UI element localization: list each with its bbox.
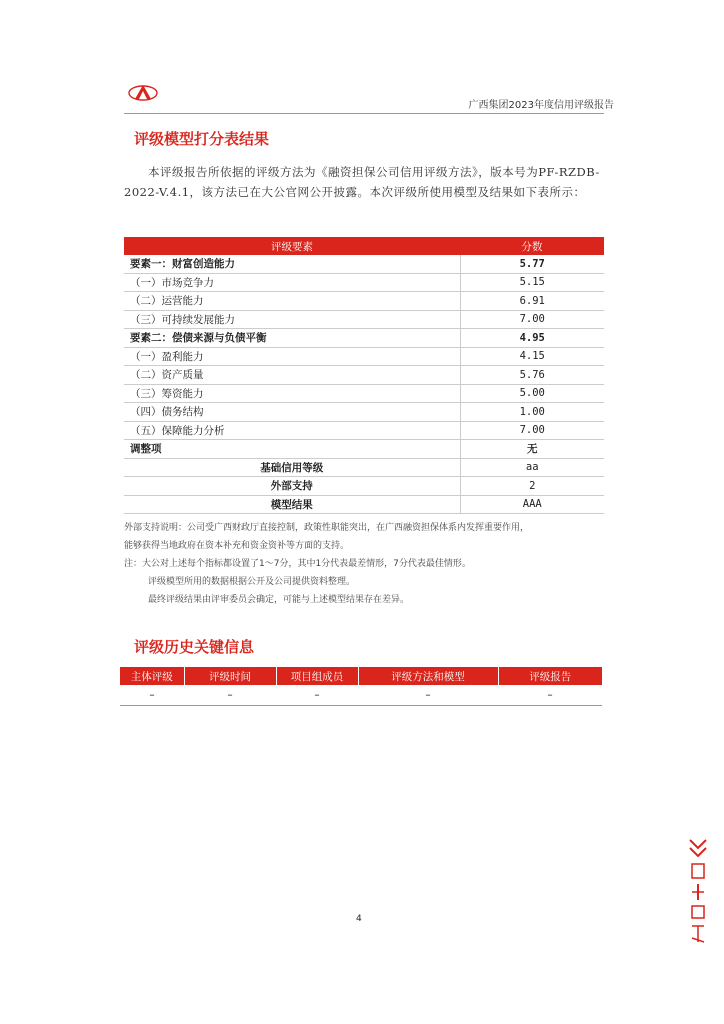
row-score: 4.95 <box>460 329 604 348</box>
table-row <box>124 384 604 403</box>
row-name: （二）运营能力 <box>124 292 460 311</box>
report-header-title: 广西集团2023年度信用评级报告 <box>468 100 614 111</box>
row-score: 5.76 <box>460 366 604 385</box>
row-score: 5.00 <box>460 384 604 403</box>
row-score: 7.00 <box>460 310 604 329</box>
row-name: （二）资产质量 <box>124 366 460 385</box>
header-entity-rating: 主体评级 <box>120 667 184 685</box>
section-title-history: 评级历史关键信息 <box>134 638 255 656</box>
table-row <box>120 685 602 706</box>
row-score: 7.00 <box>460 421 604 440</box>
table-notes <box>124 519 614 609</box>
cell-method-model: – <box>358 685 498 706</box>
table-row <box>124 495 604 514</box>
page-number: 4 <box>356 914 362 924</box>
header-method-model: 评级方法和模型 <box>358 667 498 685</box>
table-row <box>124 273 604 292</box>
row-name: （三）筹资能力 <box>124 384 460 403</box>
row-score: 6.91 <box>460 292 604 311</box>
table-row <box>124 255 604 273</box>
row-name: （一）市场竞争力 <box>124 273 460 292</box>
external-support-note: 外部支持说明：公司受广西财政厅直接控制，政策性职能突出，在广西融资担保体系内发挥重要作用， <box>124 523 530 533</box>
row-name: 外部支持 <box>124 477 460 496</box>
row-name: （五）保障能力分析 <box>124 421 460 440</box>
table-row <box>124 421 604 440</box>
row-score: 1.00 <box>460 403 604 422</box>
header-score: 分数 <box>460 237 604 255</box>
table-row <box>124 440 604 459</box>
row-name: 模型结果 <box>124 495 460 514</box>
row-name: 要素二：偿债来源与负债平衡 <box>124 329 460 348</box>
table-row <box>124 477 604 496</box>
intro-paragraph: 本评级报告所依据的评级方法为《融资担保公司信用评级方法》，版本号为PF-RZDB-2022-V.4.1，该方法已在大公官网公开披露。本次评级所使用模型及结果如下表所示： <box>124 165 600 199</box>
row-score: aa <box>460 458 604 477</box>
cell-rating-report: – <box>498 685 602 706</box>
table-row <box>124 292 604 311</box>
row-score: 2 <box>460 477 604 496</box>
committee-note: 最终评级结果由评审委员会确定，可能与上述模型结果存在差异。 <box>148 595 410 605</box>
cell-team-members: – <box>276 685 358 706</box>
cell-entity-rating: – <box>120 685 184 706</box>
row-score: 无 <box>460 440 604 459</box>
row-score: 5.77 <box>460 255 604 273</box>
section-title-scoring: 评级模型打分表结果 <box>134 130 270 148</box>
header-rating-report: 评级报告 <box>498 667 602 685</box>
history-table-header <box>120 667 602 685</box>
table-row <box>124 458 604 477</box>
row-name: （一）盈利能力 <box>124 347 460 366</box>
scoring-table <box>124 237 604 514</box>
table-row <box>124 329 604 348</box>
row-name: 要素一：财富创造能力 <box>124 255 460 273</box>
header-rating-date: 评级时间 <box>184 667 276 685</box>
company-logo-icon <box>128 82 158 102</box>
seal-stamp-icon <box>686 838 710 948</box>
header-divider <box>124 113 604 114</box>
header-team-members: 项目组成员 <box>276 667 358 685</box>
table-row <box>124 366 604 385</box>
scoring-table-header <box>124 237 604 255</box>
row-name: 调整项 <box>124 440 460 459</box>
scale-note: 注：大公对上述每个指标都设置了1～7分，其中1分代表最差情形，7分代表最佳情形。 <box>124 559 471 569</box>
row-score: 5.15 <box>460 273 604 292</box>
table-row <box>124 310 604 329</box>
row-name: 基础信用等级 <box>124 458 460 477</box>
table-row <box>124 403 604 422</box>
table-row <box>124 347 604 366</box>
data-source-note: 评级模型所用的数据根据公开及公司提供资料整理。 <box>148 577 356 587</box>
rating-history-table <box>120 667 602 706</box>
header-element: 评级要素 <box>124 237 460 255</box>
row-name: （三）可持续发展能力 <box>124 310 460 329</box>
row-name: （四）债务结构 <box>124 403 460 422</box>
cell-rating-date: – <box>184 685 276 706</box>
external-support-note-cont: 能够获得当地政府在资本补充和资金资补等方面的支持。 <box>124 541 350 551</box>
row-score: AAA <box>460 495 604 514</box>
row-score: 4.15 <box>460 347 604 366</box>
